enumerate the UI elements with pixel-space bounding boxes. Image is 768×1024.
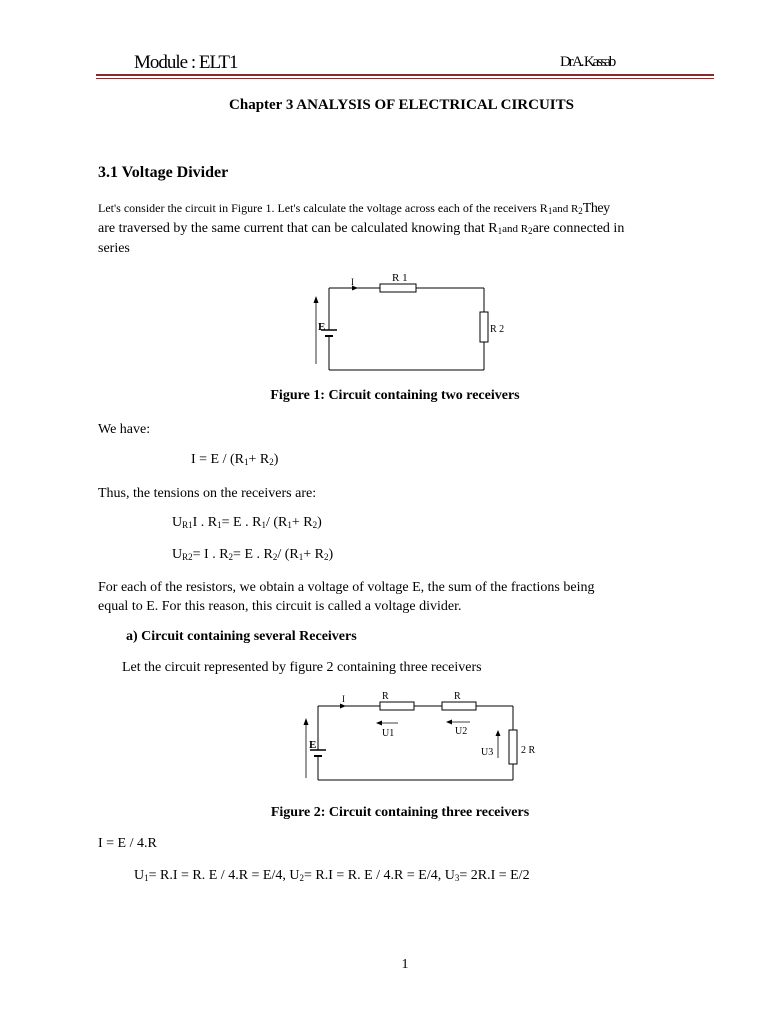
arrowhead-icon	[314, 296, 319, 303]
arrowhead-icon	[446, 720, 452, 725]
label-u2: U2	[455, 726, 468, 737]
figure-1-caption: Figure 1: Circuit containing two receivers	[270, 388, 520, 403]
label-u3: U3	[481, 747, 494, 758]
label-2r: 2 R	[521, 745, 536, 756]
label-r-a: R	[382, 691, 389, 702]
intro-line-3: series	[98, 241, 130, 256]
figure-2-circuit	[300, 688, 550, 786]
figure-2-intro: Let the circuit represented by figure 2 containing three receivers	[122, 660, 482, 675]
we-have-text: We have:	[98, 422, 151, 437]
tensions-intro: Thus, the tensions on the receivers are:	[98, 486, 317, 501]
chapter-title: Chapter 3 ANALYSIS OF ELECTRICAL CIRCUITS	[229, 97, 574, 113]
arrowhead-icon	[340, 704, 346, 709]
equation-ur2: $U_{R2}= I$ . $R_2= E$ . $R_2/$ $(R_1+ R_2)$	[172, 547, 334, 562]
header-rule	[96, 74, 714, 76]
header-author: Dr A. Kassab	[560, 54, 615, 70]
resistor-r1	[380, 284, 416, 292]
equation-i-4r: I = E / 4.R	[98, 836, 157, 851]
arrowhead-icon	[376, 721, 382, 726]
label-i: I	[342, 694, 345, 704]
equation-current: $I = E / (R_1+ R_2)$	[191, 452, 279, 467]
equation-u-values: $U_1= R.I = R$. E / 4.R = E/4, $U_2= R.I = R$. E / 4.R = E/4, $U_3= 2R.I = E/2$	[134, 868, 530, 883]
intro-paragraph	[98, 199, 678, 258]
divider-paragraph	[98, 578, 698, 616]
resistor-r-b	[442, 702, 476, 710]
figure-1-circuit	[300, 268, 510, 376]
equation-ur1: $U_{R1}I$ . $R_1= E$ . $R_1/$ $(R_1+ R_2)$	[172, 515, 322, 530]
label-r1: R 1	[392, 272, 408, 284]
label-r2: R 2	[490, 324, 505, 335]
label-e: E	[318, 321, 326, 333]
resistor-r2	[480, 312, 488, 342]
header-rule-thin	[96, 78, 714, 79]
arrowhead-icon	[496, 730, 501, 736]
subsection-a-title: a) Circuit containing several Receivers	[126, 629, 357, 644]
label-e: E	[309, 739, 317, 751]
divider-line-2: equal to E. For this reason, this circuit is called a voltage divider.	[98, 599, 462, 614]
divider-line-1: For each of the resistors, we obtain a voltage of voltage E, the sum of the fractions being	[98, 580, 595, 595]
label-i: I	[351, 277, 354, 287]
section-title: 3.1 Voltage Divider	[98, 164, 229, 181]
header-module: Module : ELT1	[134, 52, 238, 73]
label-u1: U1	[382, 728, 395, 739]
resistor-r-a	[380, 702, 414, 710]
figure-2-caption: Figure 2: Circuit containing three receivers	[270, 805, 530, 820]
intro-line-2: are traversed by the same current that can be calculated knowing that $R_1and$ $R_2are$ connected in	[98, 221, 625, 236]
arrowhead-icon	[304, 718, 309, 725]
page-number: 1	[401, 957, 409, 972]
resistor-2r	[509, 730, 517, 764]
intro-line-1: Let's consider the circuit in Figure 1. Let's calculate the voltage across each of the receivers $R_1and$ $R_2They$	[98, 201, 610, 216]
label-r-b: R	[454, 691, 461, 702]
